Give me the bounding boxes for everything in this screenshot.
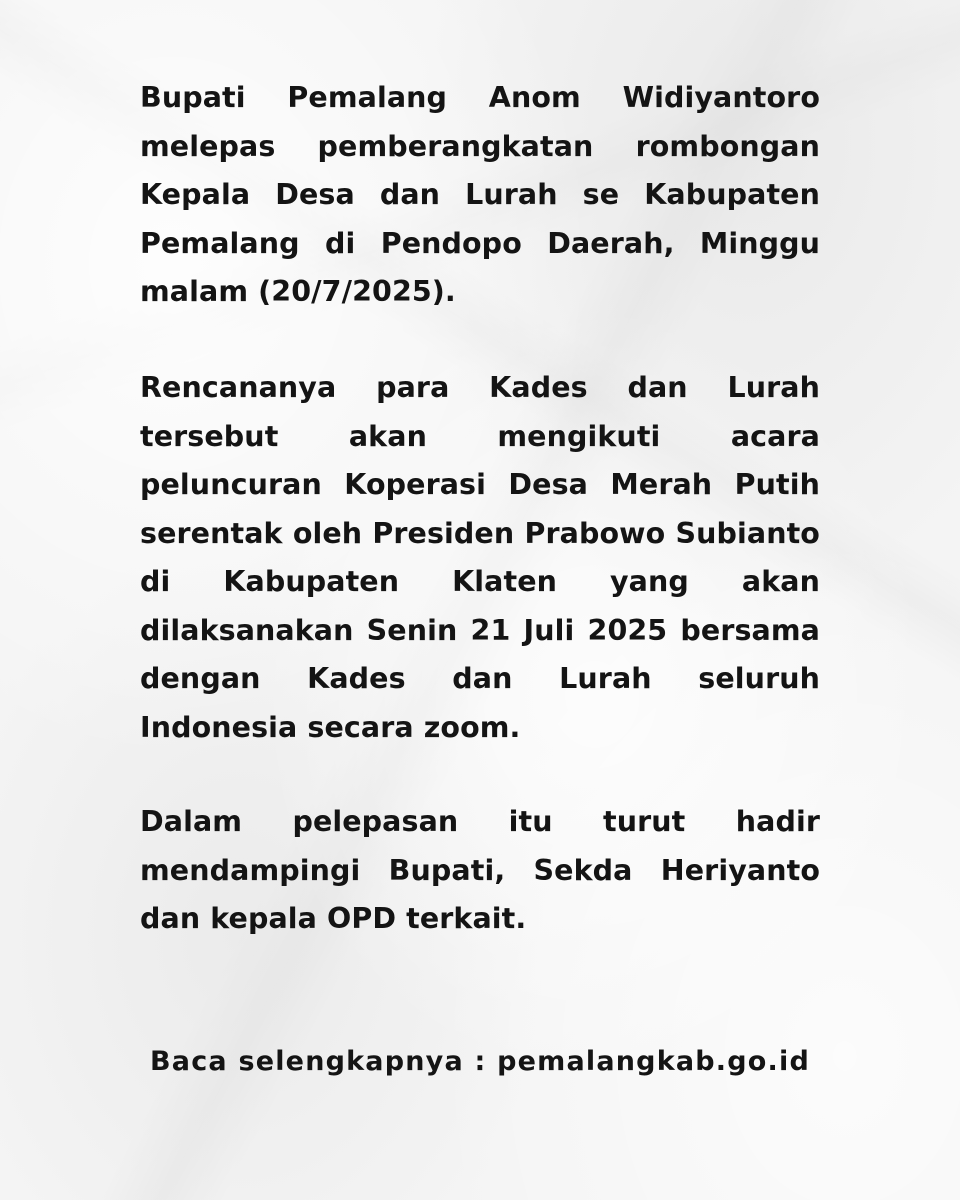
article-paragraph-1: Bupati Pemalang Anom Widiyantoro melepas pemberangkatan rombongan Kepala Desa dan Lurah se Kabupaten Pemalang di Pendopo Daerah, Minggu malam (20/7/2025).	[140, 81, 820, 308]
article-paragraph-3: Dalam pelepasan itu turut hadir mendampingi Bupati, Sekda Heriyanto dan kepala OPD terkait.	[140, 805, 820, 935]
article-paragraph-2: Rencananya para Kades dan Lurah tersebut akan mengikuti acara peluncuran Koperasi Desa Merah Putih serentak oleh Presiden Prabowo Subianto di Kabupaten Klaten yang akan dilaksanakan Senin 21 Juli 2025 bersama dengan Kades dan Lurah seluruh Indonesia secara zoom.	[140, 371, 820, 744]
read-more-text: Baca selengkapnya : pemalangkab.go.id	[150, 1046, 810, 1077]
